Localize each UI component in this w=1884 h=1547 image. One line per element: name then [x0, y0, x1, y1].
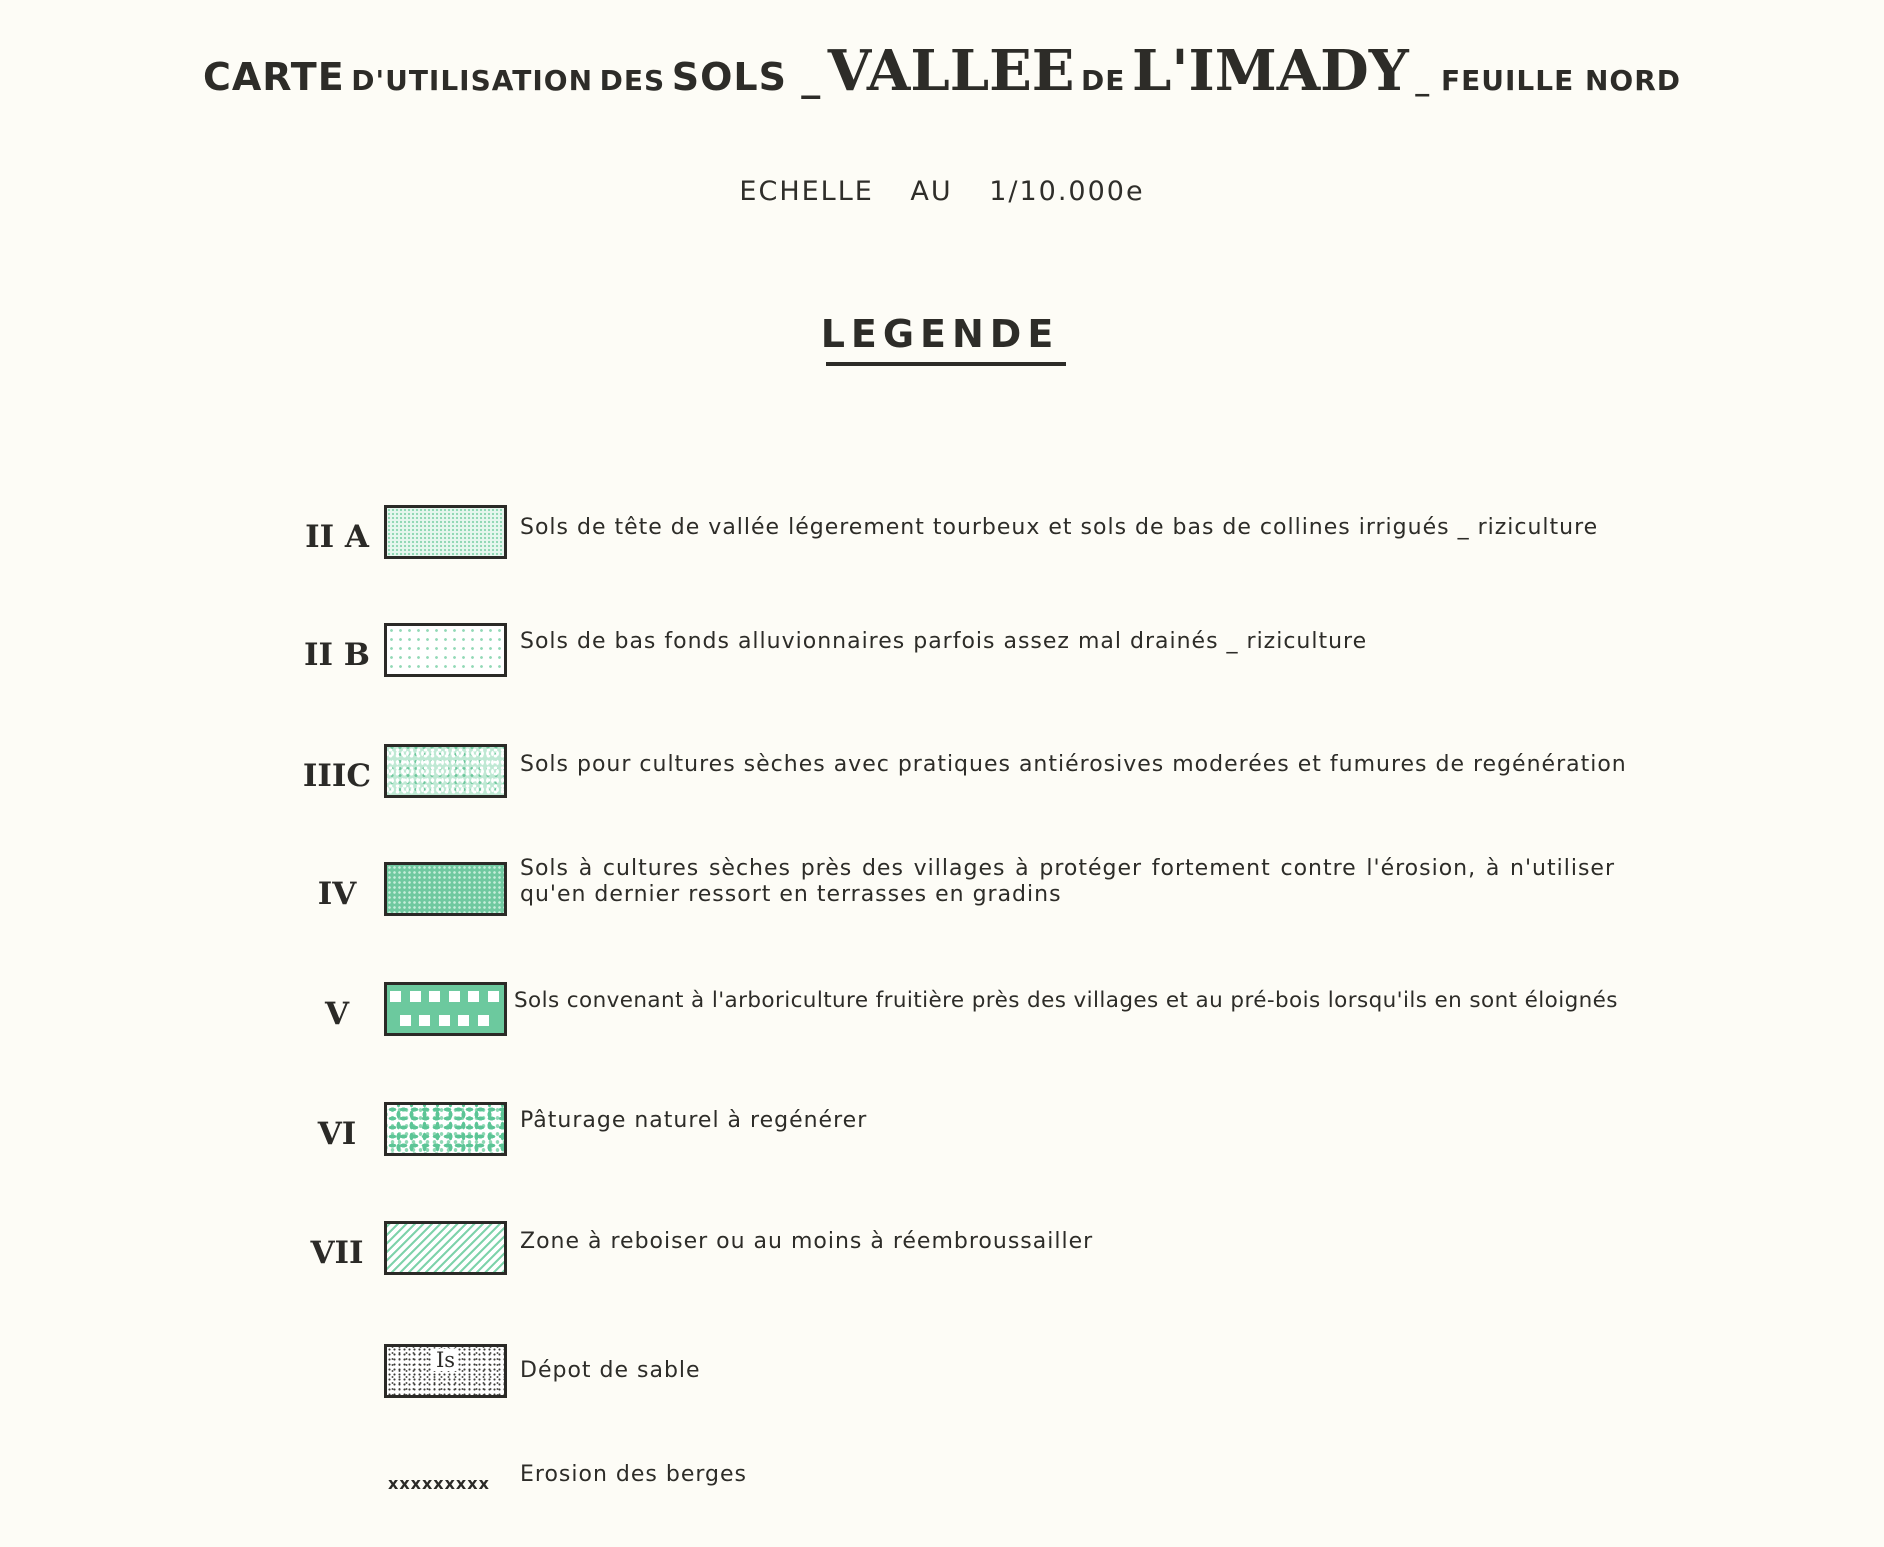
legend-description: Sols à cultures sèches près des villages à protéger fortement contre l'érosion, à n'utiliser qu'en dernier ressort en terrasses en gradins	[520, 856, 1615, 907]
legend-swatch	[384, 1221, 507, 1275]
title-word-de: DE	[1081, 64, 1126, 97]
map-scale: ECHELLE AU 1/10.000e	[739, 176, 1145, 207]
erosion-symbol: xxxxxxxxx	[388, 1474, 490, 1493]
title-word-feuille-nord: _ FEUILLE NORD	[1415, 64, 1682, 97]
checker-cell	[429, 991, 440, 1002]
checker-cell	[458, 1015, 469, 1026]
legend-title: LEGENDE	[820, 312, 1060, 356]
legend-code: IV	[317, 876, 357, 912]
checker-cell	[410, 991, 421, 1002]
checker-cell	[400, 1015, 411, 1026]
legend-description: Pâturage naturel à regénérer	[520, 1108, 868, 1133]
title-word-sols: SOLS _	[671, 55, 822, 99]
legend-code: VI	[317, 1116, 357, 1152]
checker-cell	[488, 991, 499, 1002]
legend-code: II A	[305, 519, 369, 555]
checker-cell	[390, 991, 401, 1002]
checker-cell	[468, 991, 479, 1002]
legend-swatch	[384, 1344, 507, 1398]
legend-description: Zone à reboiser ou au moins à réembroussailler	[520, 1229, 1094, 1254]
title-word-carte: CARTE	[202, 55, 345, 99]
legend-swatch	[384, 1102, 507, 1156]
legend-code: VII	[310, 1235, 364, 1271]
legend-description: Sols pour cultures sèches avec pratiques antiérosives moderées et fumures de regénération	[520, 752, 1627, 777]
legend-title-underline	[826, 362, 1066, 366]
checker-cell	[478, 1015, 489, 1026]
legend-swatch	[384, 744, 507, 798]
legend-swatch	[384, 505, 507, 559]
legend-description: Sols de tête de vallée légerement tourbeux et sols de bas de collines irrigués _ riziculture	[520, 515, 1599, 540]
checker-cell	[439, 1015, 450, 1026]
map-title	[0, 38, 1884, 104]
title-word-imady: L'IMADY	[1131, 38, 1409, 104]
legend-description: Erosion des berges	[520, 1462, 747, 1487]
legend-code: V	[324, 996, 350, 1032]
swatch-label-text: Is	[433, 1349, 458, 1371]
legend-description: Sols convenant à l'arboriculture fruitière près des villages et au pré-bois lorsqu'ils en sont éloignés	[514, 988, 1618, 1013]
checker-cell	[449, 991, 460, 1002]
swatch-label	[387, 1347, 504, 1395]
title-word-des: DES	[599, 64, 666, 97]
legend-description: Sols de bas fonds alluvionnaires parfois assez mal drainés _ riziculture	[520, 629, 1368, 654]
legend-swatch	[384, 862, 507, 916]
legend-swatch	[384, 982, 507, 1036]
legend-swatch	[384, 623, 507, 677]
legend-description: Dépot de sable	[520, 1358, 701, 1383]
legend-code: IIIC	[302, 758, 372, 794]
legend-code: II B	[304, 637, 370, 673]
title-word-utilisation: D'UTILISATION	[351, 64, 594, 97]
title-word-vallee: VALLEE	[827, 38, 1075, 104]
checker-cell	[419, 1015, 430, 1026]
